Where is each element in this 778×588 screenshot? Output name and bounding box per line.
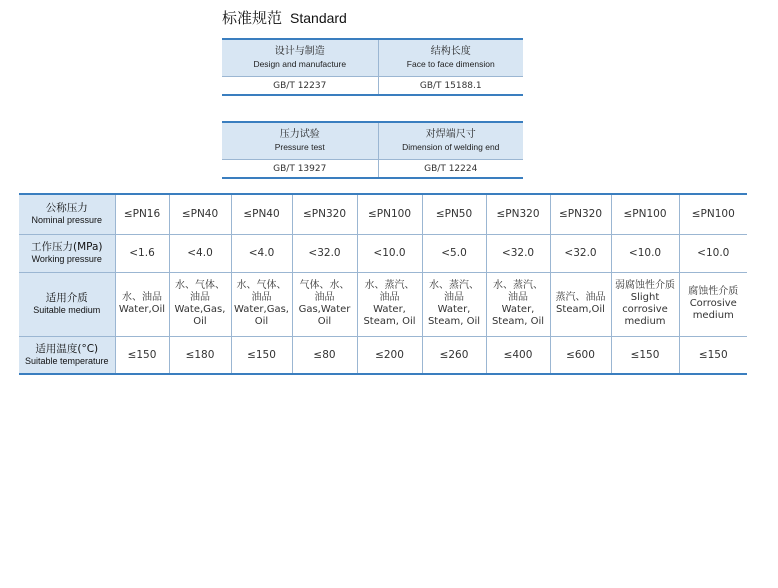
row-header bbox=[19, 272, 115, 336]
cell-line: Steam, Oil bbox=[491, 316, 545, 327]
table-cell: <1.6 bbox=[115, 234, 169, 272]
table-cell: ≤PN40 bbox=[169, 194, 231, 234]
row-header-en: Nominal pressure bbox=[31, 215, 103, 226]
table-cell: <4.0 bbox=[169, 234, 231, 272]
cell-line: Steam, Oil bbox=[363, 316, 416, 327]
header-welding-end bbox=[378, 122, 523, 160]
table-row bbox=[19, 272, 747, 336]
table-cell: ≤PN100 bbox=[679, 194, 747, 234]
table-cell: ≤PN320 bbox=[292, 194, 357, 234]
page-title bbox=[222, 7, 347, 28]
table-cell bbox=[422, 272, 486, 336]
table-cell: <5.0 bbox=[422, 234, 486, 272]
cell-line: Steam,Oil bbox=[556, 304, 605, 315]
cell-line: 气体、水、 bbox=[299, 280, 350, 291]
standard-table-1 bbox=[222, 38, 523, 96]
cell-line: Oil bbox=[254, 316, 269, 327]
cell-line: 水、蒸汽、 bbox=[493, 280, 543, 291]
table-cell: <10.0 bbox=[357, 234, 422, 272]
table-cell: ≤150 bbox=[231, 336, 292, 374]
row-header bbox=[19, 336, 115, 374]
row-header-en: Working pressure bbox=[31, 254, 102, 264]
table-cell: ≤150 bbox=[115, 336, 169, 374]
row-header bbox=[19, 194, 115, 234]
table-cell: ≤PN320 bbox=[550, 194, 611, 234]
cell-line: Gas,Water bbox=[298, 304, 351, 315]
header-design-manufacture bbox=[222, 39, 378, 77]
row-header-cn: 适用温度(°C) bbox=[35, 342, 99, 355]
cell-line: 水、气体、 bbox=[236, 280, 287, 291]
header-cn: 结构长度 bbox=[430, 46, 471, 57]
cell-line: 油品 bbox=[251, 292, 272, 303]
header-pressure-test bbox=[222, 122, 378, 160]
parameter-table bbox=[19, 193, 747, 375]
table-row bbox=[19, 336, 747, 374]
table-cell: ≤PN50 bbox=[422, 194, 486, 234]
table-cell: <10.0 bbox=[611, 234, 679, 272]
table-cell bbox=[231, 272, 292, 336]
cell-line: Water, bbox=[373, 304, 406, 315]
table-cell: ≤PN320 bbox=[486, 194, 550, 234]
row-header-cn: 公称压力 bbox=[45, 202, 88, 215]
header-en: Design and manufacture bbox=[253, 59, 347, 69]
standard-value: GB/T 13927 bbox=[222, 160, 378, 179]
cell-line: Wate,Gas, bbox=[174, 304, 226, 315]
table-cell: ≤150 bbox=[679, 336, 747, 374]
cell-line: 水、油品 bbox=[122, 292, 162, 303]
standard-value: GB/T 15188.1 bbox=[378, 77, 523, 96]
standard-value: GB/T 12224 bbox=[378, 160, 523, 179]
cell-line: 油品 bbox=[379, 292, 400, 303]
cell-line: medium bbox=[624, 316, 666, 327]
standard-table-2 bbox=[222, 121, 523, 179]
table-cell bbox=[169, 272, 231, 336]
table-cell: <32.0 bbox=[292, 234, 357, 272]
header-cn: 对焊端尺寸 bbox=[425, 129, 476, 140]
table-cell: ≤150 bbox=[611, 336, 679, 374]
cell-line: 油品 bbox=[190, 292, 210, 303]
table-cell: <32.0 bbox=[486, 234, 550, 272]
title-en: Standard bbox=[290, 10, 347, 26]
table-cell: ≤200 bbox=[357, 336, 422, 374]
cell-line: Steam, Oil bbox=[427, 316, 481, 327]
cell-line: Oil bbox=[193, 316, 207, 327]
table-cell bbox=[357, 272, 422, 336]
header-en: Dimension of welding end bbox=[402, 142, 500, 152]
row-header-en: Suitable medium bbox=[33, 305, 101, 315]
table-cell: ≤PN100 bbox=[357, 194, 422, 234]
table-cell: <10.0 bbox=[679, 234, 747, 272]
cell-line: 油品 bbox=[508, 292, 528, 303]
cell-line: 油品 bbox=[444, 292, 464, 303]
header-cn: 设计与制造 bbox=[274, 46, 325, 57]
table-row bbox=[19, 194, 747, 234]
table-cell: ≤80 bbox=[292, 336, 357, 374]
table-cell: ≤180 bbox=[169, 336, 231, 374]
cell-line: medium bbox=[692, 310, 734, 321]
table-cell bbox=[292, 272, 357, 336]
table-cell: <32.0 bbox=[550, 234, 611, 272]
row-header-en: Suitable temperature bbox=[24, 355, 109, 366]
table-cell: ≤PN100 bbox=[611, 194, 679, 234]
table-cell: ≤260 bbox=[422, 336, 486, 374]
table-cell bbox=[679, 272, 747, 336]
header-en: Pressure test bbox=[274, 142, 325, 152]
cell-line: 油品 bbox=[314, 292, 335, 303]
cell-line: Water, bbox=[437, 304, 471, 315]
cell-line: Slight corrosive bbox=[622, 292, 668, 315]
header-face-to-face bbox=[378, 39, 523, 77]
table-cell bbox=[115, 272, 169, 336]
header-cn: 压力试验 bbox=[279, 129, 320, 140]
header-en: Face to face dimension bbox=[406, 59, 495, 69]
table-cell: ≤PN40 bbox=[231, 194, 292, 234]
cell-line: Oil bbox=[317, 316, 332, 327]
cell-line: 水、蒸汽、 bbox=[364, 280, 415, 291]
row-header-cn: 适用介质 bbox=[45, 292, 88, 304]
cell-line: 腐蚀性介质 bbox=[688, 286, 739, 297]
cell-line: 水、蒸汽、 bbox=[429, 280, 479, 291]
table-row bbox=[19, 234, 747, 272]
cell-line: Water, bbox=[501, 304, 535, 315]
table-cell: <4.0 bbox=[231, 234, 292, 272]
cell-line: Corrosive bbox=[689, 298, 737, 309]
row-header-cn: 工作压力(MPa) bbox=[30, 241, 103, 253]
table-cell: ≤400 bbox=[486, 336, 550, 374]
table-cell: ≤PN16 bbox=[115, 194, 169, 234]
cell-line: Water,Gas, bbox=[233, 304, 289, 315]
table-cell bbox=[486, 272, 550, 336]
table-cell bbox=[611, 272, 679, 336]
cell-line: 蒸汽、油品 bbox=[555, 292, 606, 303]
table-cell: ≤600 bbox=[550, 336, 611, 374]
standard-value: GB/T 12237 bbox=[222, 77, 378, 96]
cell-line: 水、气体、 bbox=[175, 280, 225, 291]
row-header bbox=[19, 234, 115, 272]
cell-line: 弱腐蚀性介质 bbox=[615, 280, 675, 291]
title-cn: 标准规范 bbox=[222, 9, 283, 27]
cell-line: Water,Oil bbox=[118, 304, 166, 315]
table-cell bbox=[550, 272, 611, 336]
